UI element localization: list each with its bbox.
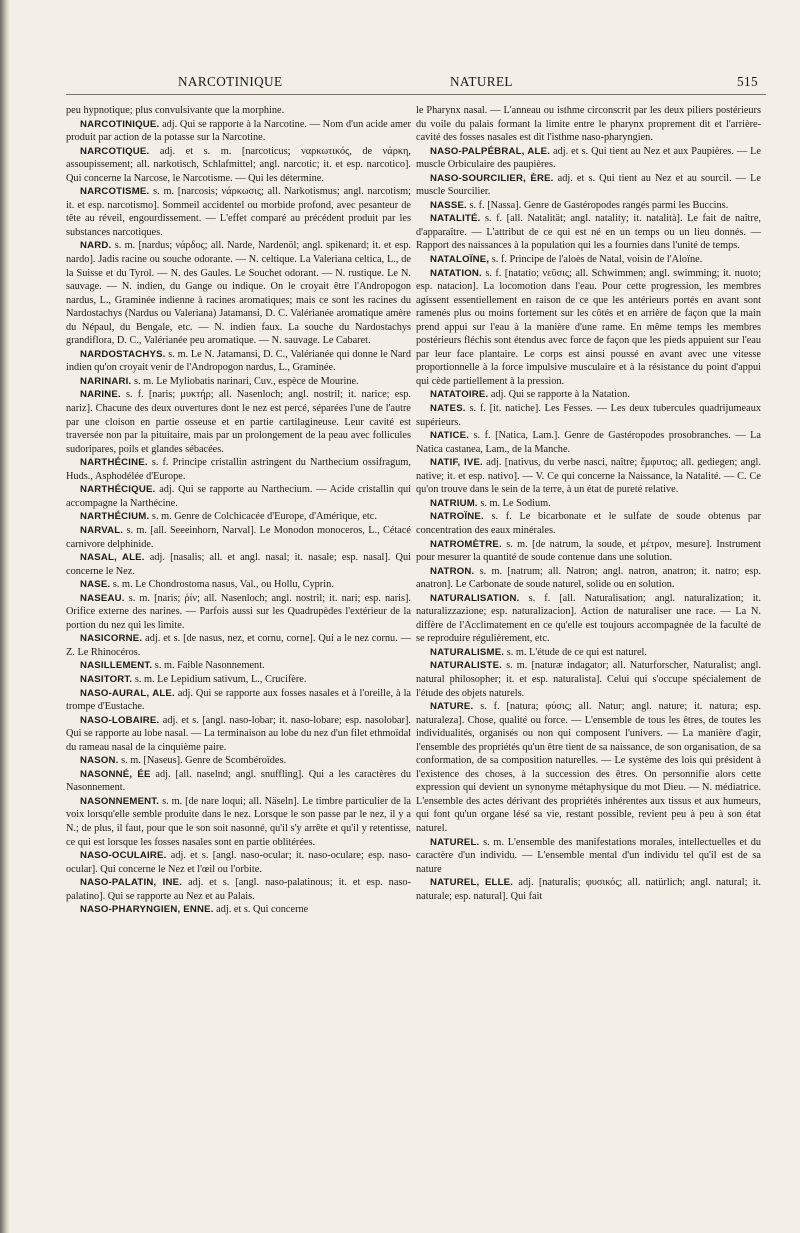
dictionary-entry bbox=[66, 673, 411, 687]
page-binding-edge bbox=[0, 0, 10, 1233]
dictionary-entry bbox=[416, 659, 761, 700]
dictionary-entry bbox=[416, 267, 761, 389]
entry-headword: NASO-PALPÉBRAL, ALE. bbox=[430, 145, 551, 157]
entry-definition: s. m. Le Myliobatis narinari, Cuv., espèce de Mourine. bbox=[131, 375, 359, 387]
dictionary-entry bbox=[416, 199, 761, 213]
dictionary-entry bbox=[416, 700, 761, 835]
entry-definition: s. f. [natatio; νεῦσις; all. Schwimmen; angl. swimming; it. nuoto; esp. natacion]. La locomotion dans l'eau. Pour cette progression, les membres agissent essentiellement en raison de ce que les antérieurs portés en avant sont ramenés plus ou moins fortement sur les côtés et en arrière de façon que la main prend appui sur l'eau à la manière d'une rame. En même temps les membres postérieurs fléchis sont étendus avec force de façon que les pieds appuient sur l'eau par leur face plantaire. Le corps est ainsi poussé en avant avec une vitesse proportionnelle à la force impulsive musculaire et à la résistance du point d'appui qui cède partiellement à la pression. bbox=[416, 267, 761, 387]
dictionary-entry bbox=[416, 510, 761, 537]
dictionary-entry bbox=[416, 104, 761, 145]
entry-definition: s. f. Principe cristallin astringent du Narthecium ossifragum, Huds., Asphodélée d'Europe. bbox=[66, 457, 411, 482]
entry-headword: NARINARI. bbox=[80, 375, 132, 387]
entry-headword: NATROMÈTRE. bbox=[430, 538, 502, 550]
entry-definition: s. m. [de nare loqui; all. Näseln]. Le timbre particulier de la voix lorsqu'elle semble produite dans le nez. Lorsque le son passe par le nez, il y a N.; de plus, il faut, pour que le son soit nasonné, qu'il s'y arrête et qu'il y retentisse, ce qui est lorsque les fosses nasales sont en partie oblitérées. bbox=[66, 795, 411, 848]
dictionary-entry bbox=[66, 104, 411, 118]
right-column bbox=[416, 104, 761, 903]
page-header bbox=[66, 72, 766, 94]
entry-headword: NASO-PALATIN, INE. bbox=[80, 877, 183, 889]
dictionary-entry bbox=[66, 876, 411, 903]
entry-headword: NASONNEMENT. bbox=[80, 795, 160, 807]
entry-definition: peu hypnotique; plus convulsivante que la morphine. bbox=[66, 105, 285, 116]
dictionary-entry bbox=[416, 145, 761, 172]
entry-definition: s. f. [naris; μυκτήρ; all. Nasenloch; angl. nostril; it. narice; esp. nariz]. Chacune des deux ouvertures dont le nez est percé, séparées l'une de l'autre par une cloison en partie osseuse et en partie cartilagineuse. Leur cavité est traversée non par la pituitaire, mais par un prolongement de la peau avec follicules sudoripares, poils et glandes sébacées. bbox=[66, 389, 411, 455]
entry-headword: NASO-PHARYNGIEN, ENNE. bbox=[80, 904, 214, 916]
entry-definition: adj. et s. [angl. naso-palatinous; it. et esp. naso-palatino]. Qui se rapporte au Nez et au Palais. bbox=[66, 877, 411, 902]
dictionary-entry bbox=[66, 456, 411, 483]
entry-definition: s. f. [Natica, Lam.]. Genre de Gastéropodes prosobranches. — La Natica castanea, Lam., de la Manche. bbox=[416, 430, 761, 455]
entry-definition: adj. Qui se rapporte aux fosses nasales et à l'oreille, à la trompe d'Eustache. bbox=[66, 687, 411, 713]
entry-headword: NASE. bbox=[80, 579, 111, 591]
entry-definition: s. m. [de natrum, la soude, et μέτρον, mesure]. Instrument pour mesurer la quantité de soude contenue dans une solution. bbox=[416, 538, 761, 564]
dictionary-entry bbox=[66, 687, 411, 714]
entry-headword: NARVAL. bbox=[80, 524, 124, 536]
dictionary-entry bbox=[416, 253, 761, 267]
entry-headword: NARTHÉCIUM. bbox=[80, 511, 150, 523]
entry-headword: NATUREL, ELLE. bbox=[430, 877, 514, 889]
dictionary-entry bbox=[66, 592, 411, 633]
entry-definition: le Pharynx nasal. — L'anneau ou isthme circonscrit par les deux piliers postérieurs du voile du palais formant la limite entre le pharynx proprement dit et l'arrière-cavité des fosses nasales est dit l'isthme naso-pharyngien. bbox=[416, 105, 761, 144]
dictionary-entry bbox=[66, 551, 411, 578]
dictionary-entry bbox=[416, 388, 761, 402]
entry-headword: NATURE. bbox=[430, 701, 474, 713]
dictionary-entry bbox=[66, 510, 411, 524]
entry-definition: s. m. [Naseus]. Genre de Scombéroïdes. bbox=[118, 755, 287, 767]
entry-definition: adj. [nativus, du verbe nasci, naître; ἔμφυτος; all. gediegen; angl. native; it. et esp. nativo]. — V. Ce qui concerne la Naissance, la Natalité. — C. Ce qu'on trouve dans le sein de la terre, à un état de pureté relative. bbox=[416, 457, 761, 496]
entry-definition: s. m. Genre de Colchicacée d'Europe, d'Amérique, etc. bbox=[149, 511, 377, 523]
entry-headword: NATALOÏNE, bbox=[430, 254, 490, 266]
dictionary-entry bbox=[416, 646, 761, 660]
dictionary-entry bbox=[66, 659, 411, 673]
entry-definition: s. m. Le Lepidium sativum, L., Crucifère. bbox=[132, 673, 307, 685]
dictionary-entry bbox=[416, 538, 761, 565]
entry-definition: s. m. Le Chondrostoma nasus, Val., ou Hollu, Cyprin. bbox=[110, 579, 334, 591]
dictionary-entry bbox=[66, 348, 411, 375]
entry-definition: adj. et s. [de nasus, nez, et cornu, corne]. Qui a le nez cornu. — Z. Le Rhinocéros. bbox=[66, 633, 411, 658]
entry-definition: s. m. [all. Seeeinhorn, Narval]. Le Monodon monoceros, L., Cétacé carnivore delphinide. bbox=[66, 524, 411, 550]
dictionary-entry bbox=[66, 388, 411, 456]
entry-headword: NARCOTINIQUE. bbox=[80, 118, 160, 130]
dictionary-entry bbox=[66, 632, 411, 659]
entry-headword: NATURALISATION. bbox=[430, 592, 520, 604]
dictionary-entry bbox=[66, 375, 411, 389]
entry-definition: s. m. L'ensemble des manifestations morales, intellectuelles et du caractère d'un individu. — L'ensemble mental d'un individu tel qu'il est de sa nature bbox=[416, 836, 761, 875]
dictionary-entry bbox=[66, 754, 411, 768]
entry-headword: NARINE. bbox=[80, 389, 121, 401]
dictionary-entry bbox=[66, 118, 411, 145]
entry-definition: adj. [nasalis; all. et angl. nasal; it. nasale; esp. nasal]. Qui concerne le Nez. bbox=[66, 552, 411, 577]
dictionary-entry bbox=[66, 145, 411, 186]
dictionary-entry bbox=[416, 402, 761, 429]
entry-definition: adj. Qui se rapporte à la Narcotine. — Nom d'un acide amer produit par action de la potasse sur la Narcotine. bbox=[66, 118, 411, 144]
page-number: 515 bbox=[737, 74, 758, 89]
entry-headword: NATRIUM. bbox=[430, 497, 478, 509]
dictionary-entry bbox=[66, 483, 411, 510]
entry-headword: NATATOIRE. bbox=[430, 389, 489, 401]
entry-definition: adj. [all. naselnd; angl. snuffling]. Qui a les caractères du Nasonnement. bbox=[66, 768, 411, 794]
entry-headword: NATALITÉ. bbox=[430, 213, 481, 225]
entry-headword: NASO-AURAL, ALE. bbox=[80, 687, 175, 699]
dictionary-entry bbox=[66, 714, 411, 755]
dictionary-entry bbox=[416, 429, 761, 456]
entry-headword: NATES. bbox=[430, 403, 466, 415]
entry-definition: adj. et s. Qui tient au Nez et au sourcil. — Le muscle Sourcilier. bbox=[416, 172, 761, 198]
dictionary-entry bbox=[416, 172, 761, 199]
entry-definition: s. m. [nardus; νάρδος; all. Narde, Nardenöl; angl. spikenard; it. et esp. nardo]. Jadis racine ou souche odorante. — N. celtique. La Valeriana celtica, L., de la Suisse et du Tyrol. — N. des Gaules. Le Souchet odorant. — N. rustique. Le N. sauvage. — N. indien, du Gange ou indique. On le croyait être l'Andropogon nardus, L., Graminée indienne à racines aromatiques; mais ce sont les racines du Nardostachys (Nardus ou Valeriana) Jatamansi, D. C. Valérianée aromatique amère du Népaul, du Bengale, etc. — N. indien faux. La souche du Nardostachys grandiflora, D. C., Valérianée peu aromatique. — N. sauvage. Le Cabaret. bbox=[66, 240, 411, 347]
dictionary-entry bbox=[66, 239, 411, 347]
entry-headword: NATATION. bbox=[430, 267, 482, 279]
entry-definition: adj. et s. Qui tient au Nez et aux Paupières. — Le muscle Orbiculaire des paupières. bbox=[416, 145, 761, 171]
left-column bbox=[66, 104, 411, 917]
entry-headword: NASO-SOURCILIER, ÈRE. bbox=[430, 172, 554, 184]
entry-headword: NATROÏNE. bbox=[430, 511, 484, 523]
dictionary-entry bbox=[66, 903, 411, 917]
dictionary-entry bbox=[66, 578, 411, 592]
entry-definition: adj. et s. [angl. naso-ocular; it. naso-oculare; esp. naso-ocular]. Qui concerne le Nez et l'œil ou l'orbite. bbox=[66, 850, 411, 875]
entry-headword: NATUREL. bbox=[430, 836, 480, 848]
entry-headword: NARCOTIQUE. bbox=[80, 145, 150, 157]
entry-headword: NARTHÉCINE. bbox=[80, 457, 148, 469]
entry-definition: s. f. [all. Naturalisation; angl. naturalization; it. naturalizzazione; esp. naturalizacion]. Action de naturaliser une race. — La N. diffère de l'Acclimatement en ce qu'elle est toujours accompagnée de la faculté de se reproduire régulièrement, etc. bbox=[416, 592, 761, 645]
entry-headword: NASILLEMENT. bbox=[80, 660, 153, 672]
entry-headword: NASAL, ALE. bbox=[80, 552, 145, 564]
entry-headword: NASO-LOBAIRE. bbox=[80, 714, 160, 726]
entry-headword: NATURALISTE. bbox=[430, 660, 503, 672]
entry-headword: NARDOSTACHYS. bbox=[80, 348, 166, 360]
entry-headword: NASITORT. bbox=[80, 673, 133, 685]
entry-headword: NATURALISME. bbox=[430, 646, 505, 658]
dictionary-entry bbox=[416, 876, 761, 903]
entry-definition: s. f. Le bicarbonate et le sulfate de soude obtenus par concentration des eaux minérales. bbox=[416, 511, 761, 536]
entry-headword: NASONNÉ, ÉE bbox=[80, 768, 151, 780]
dictionary-entry bbox=[66, 524, 411, 551]
entry-definition: s. m. L'étude de ce qui est naturel. bbox=[504, 646, 647, 658]
entry-headword: NARD. bbox=[80, 240, 112, 252]
entry-definition: adj. et s. m. [narcoticus; ναρκωτικός, de νάρκη, assoupissement; all. narkotisch, Schlafmittel; angl. narcotic; it. et esp. narcotico]. Qui concerne la Narcose, le Narcotisme. — Qui les détermine. bbox=[66, 145, 411, 184]
entry-headword: NASICORNE. bbox=[80, 633, 143, 645]
dictionary-entry bbox=[66, 185, 411, 239]
entry-headword: NARTHÉCIQUE. bbox=[80, 484, 156, 496]
entry-definition: adj. et s. [angl. naso-lobar; it. naso-lobare; esp. nasolobar]. Qui se rapporte au lobe nasal. — La terminaison au lobe du nez d'un filet ethmoïdal du rameau nasal de la cinquième paire. bbox=[66, 714, 411, 753]
entry-definition: s. m. [naris; ῥίν; all. Nasenloch; angl. nostril; it. nari; esp. naris]. Orifice externe des narines. — Parfois aussi sur les Quadrupèdes l'extérieur de la portion du nez qui les limite. bbox=[66, 592, 411, 631]
entry-definition: adj. et s. Qui concerne bbox=[213, 904, 309, 916]
entry-definition: s. m. Le N. Jatamansi, D. C., Valérianée qui donne le Nard indien qu'on croyait venir de l'Andropogon nardus, L., Graminée. bbox=[66, 348, 411, 374]
entry-definition: adj. Qui se rapporte au Narthecium. — Acide cristallin qui accompagne la Narthécine. bbox=[66, 484, 411, 509]
dictionary-entry bbox=[416, 836, 761, 877]
entry-headword: NATIF, IVE. bbox=[430, 457, 483, 469]
entry-headword: NATRON. bbox=[430, 565, 475, 577]
entry-headword: NATICE. bbox=[430, 430, 470, 442]
entry-headword: NASON. bbox=[80, 755, 119, 767]
entry-definition: s. f. Principe de l'aloès de Natal, voisin de l'Aloïne. bbox=[489, 254, 703, 266]
left-guide-word: NARCOTINIQUE bbox=[178, 74, 283, 89]
entry-definition: adj. [naturalis; φυσικός; all. natürlich; angl. natural; it. naturale; esp. natural]. Qui fait bbox=[416, 877, 761, 902]
entry-definition: s. m. Le Sodium. bbox=[477, 497, 551, 509]
entry-definition: adj. Qui se rapporte à la Natation. bbox=[488, 389, 630, 401]
entry-definition: s. f. [it. natiche]. Les Fesses. — Les deux tubercules quadrijumeaux supérieurs. bbox=[416, 403, 761, 428]
right-guide-word: NATUREL bbox=[450, 74, 513, 89]
entry-definition: s. f. [Nassa]. Genre de Gastéropodes rangés parmi les Buccins. bbox=[466, 199, 729, 211]
entry-headword: NASEAU. bbox=[80, 592, 125, 604]
entry-headword: NASO-OCULAIRE. bbox=[80, 850, 167, 862]
entry-definition: s. f. [all. Natalität; angl. natality; it. natalità]. Le fait de naître, d'apparaître. — L'attribut de ce qui est né en un temps ou un lieu donnés. — Rapport des naissances à la population qui les a fournies dans l'unité de temps. bbox=[416, 213, 761, 252]
dictionary-entry bbox=[66, 795, 411, 849]
dictionary-entry bbox=[416, 565, 761, 592]
entry-definition: s. m. [naturæ indagator; all. Naturforscher, Naturalist; angl. natural philosopher; it. et esp. naturalista]. Celui qui s'occupe spécialement de l'étude des objets naturels. bbox=[416, 660, 761, 699]
entry-definition: s. m. [natrum; all. Natron; angl. natron, anatron; it. natro; esp. anatron]. Le Carbonate de soude naturel, solide ou en solution. bbox=[416, 565, 761, 591]
header-rule bbox=[66, 94, 766, 95]
entry-headword: NARCOTISME. bbox=[80, 186, 150, 198]
dictionary-entry bbox=[416, 497, 761, 511]
entry-headword: NASSE. bbox=[430, 199, 467, 211]
entry-definition: s. f. [natura; φύσις; all. Natur; angl. nature; it. natura; esp. naturaleza]. Chose, qualité ou force. — L'ensemble de tous les êtres, de toutes les individualités, organisés ou non qui composent l'univers. — La manière d'agir, l'ensemble des propriétés qu'un être tient de sa naissance, de son organisation, de sa conformation, de sa composition naturelles. — Le système des lois qui président à l'existence des choses, à la succession des êtres. On personnifie alors cette expression qui devient un synonyme métaphysique du mot Dieu. — N. médiatrice. L'ensemble des actes dérivant des propriétés inhérentes aux tissus et aux humeurs, qui font qu'un organe lésé sa vie, restant possible, revient peu à peu à son état naturel. bbox=[416, 701, 761, 834]
entry-definition: s. m. Faible Nasonnement. bbox=[152, 660, 265, 672]
dictionary-entry bbox=[66, 849, 411, 876]
dictionary-entry bbox=[416, 456, 761, 497]
dictionary-entry bbox=[416, 592, 761, 646]
dictionary-entry bbox=[66, 768, 411, 795]
dictionary-entry bbox=[416, 212, 761, 253]
entry-definition: s. m. [narcosis; νάρκωσις; all. Narkotismus; angl. narcotism; it. et esp. narcotismo]. Sommeil accidentel ou morbide profond, avec pesanteur de tête au réveil, engourdissement. — L'effet comparé au précédent produit par les substances narcotiques. bbox=[66, 186, 411, 238]
